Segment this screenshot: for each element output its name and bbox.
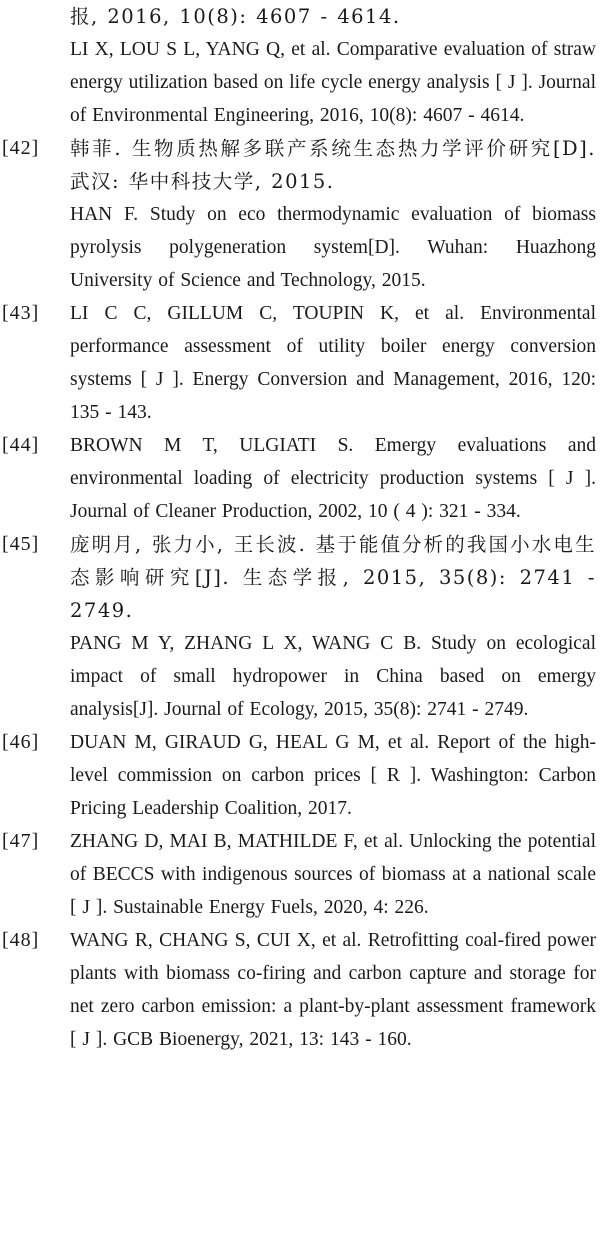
reference-number: [46] [2,731,40,753]
reference-en-text: BROWN M T, ULGIATI S. Emergy evaluations and environmental loading of electricity production systems [ J ]. Journal of Cleaner Production, 2002, 10 ( 4 ): 321 - 334. [70,435,596,522]
reference-45 [2,528,596,726]
reference-en-text: ZHANG D, MAI B, MATHILDE F, et al. Unlocking the potential of BECCS with indigenous sources of biomass at a national scale [ J ]. Sustainable Energy Fuels, 2020, 4: 226. [70,831,596,918]
reference-continuation [70,0,596,132]
reference-en-text: DUAN M, GIRAUD G, HEAL G M, et al. Report of the high-level commission on carbon prices [ R ]. Washington: Carbon Pricing Leadership Coalition, 2017. [70,732,596,819]
reference-number: [42] [2,137,40,159]
reference-continuation-en: LI X, LOU S L, YANG Q, et al. Comparative evaluation of straw energy utilization based on life cycle energy analysis [ J ]. Journal of Environmental Engineering, 2016, 10(8): 4607 - 4614. [70,39,596,126]
reference-number: [44] [2,434,40,456]
reference-en-text: WANG R, CHANG S, CUI X, et al. Retrofitting coal-fired power plants with biomass co-firing and carbon capture and storage for net zero carbon emission: a plant-by-plant assessment framework [ J ]. GCB Bioenergy, 2021, 13: 143 - 160. [70,930,596,1050]
reference-number: [48] [2,929,40,951]
reference-46 [2,726,596,825]
reference-43 [2,297,596,429]
reference-cn-text: 韩菲. 生物质热解多联产系统生态热力学评价研究[D]. 武汉: 华中科技大学, 2015. [70,137,596,193]
reference-42 [2,132,596,297]
reference-48 [2,924,596,1056]
reference-continuation-cn: 报, 2016, 10(8): 4607 - 4614. [70,5,401,28]
reference-47 [2,825,596,924]
reference-en-text: LI C C, GILLUM C, TOUPIN K, et al. Environmental performance assessment of utility boiler energy conversion systems [ J ]. Energy Conversion and Management, 2016, 120: 135 - 143. [70,303,596,423]
reference-number: [47] [2,830,40,852]
reference-number: [43] [2,302,40,324]
reference-en-text: PANG M Y, ZHANG L X, WANG C B. Study on ecological impact of small hydropower in China based on emergy analysis[J]. Journal of Ecology, 2015, 35(8): 2741 - 2749. [70,633,596,720]
reference-44 [2,429,596,528]
reference-number: [45] [2,533,40,555]
reference-en-text: HAN F. Study on eco thermodynamic evaluation of biomass pyrolysis polygeneration system[D]. Wuhan: Huazhong University of Science and Technology, 2015. [70,204,596,291]
reference-cn-text: 庞明月, 张力小, 王长波. 基于能值分析的我国小水电生态影响研究[J]. 生态学报, 2015, 35(8): 2741 - 2749. [70,533,596,622]
